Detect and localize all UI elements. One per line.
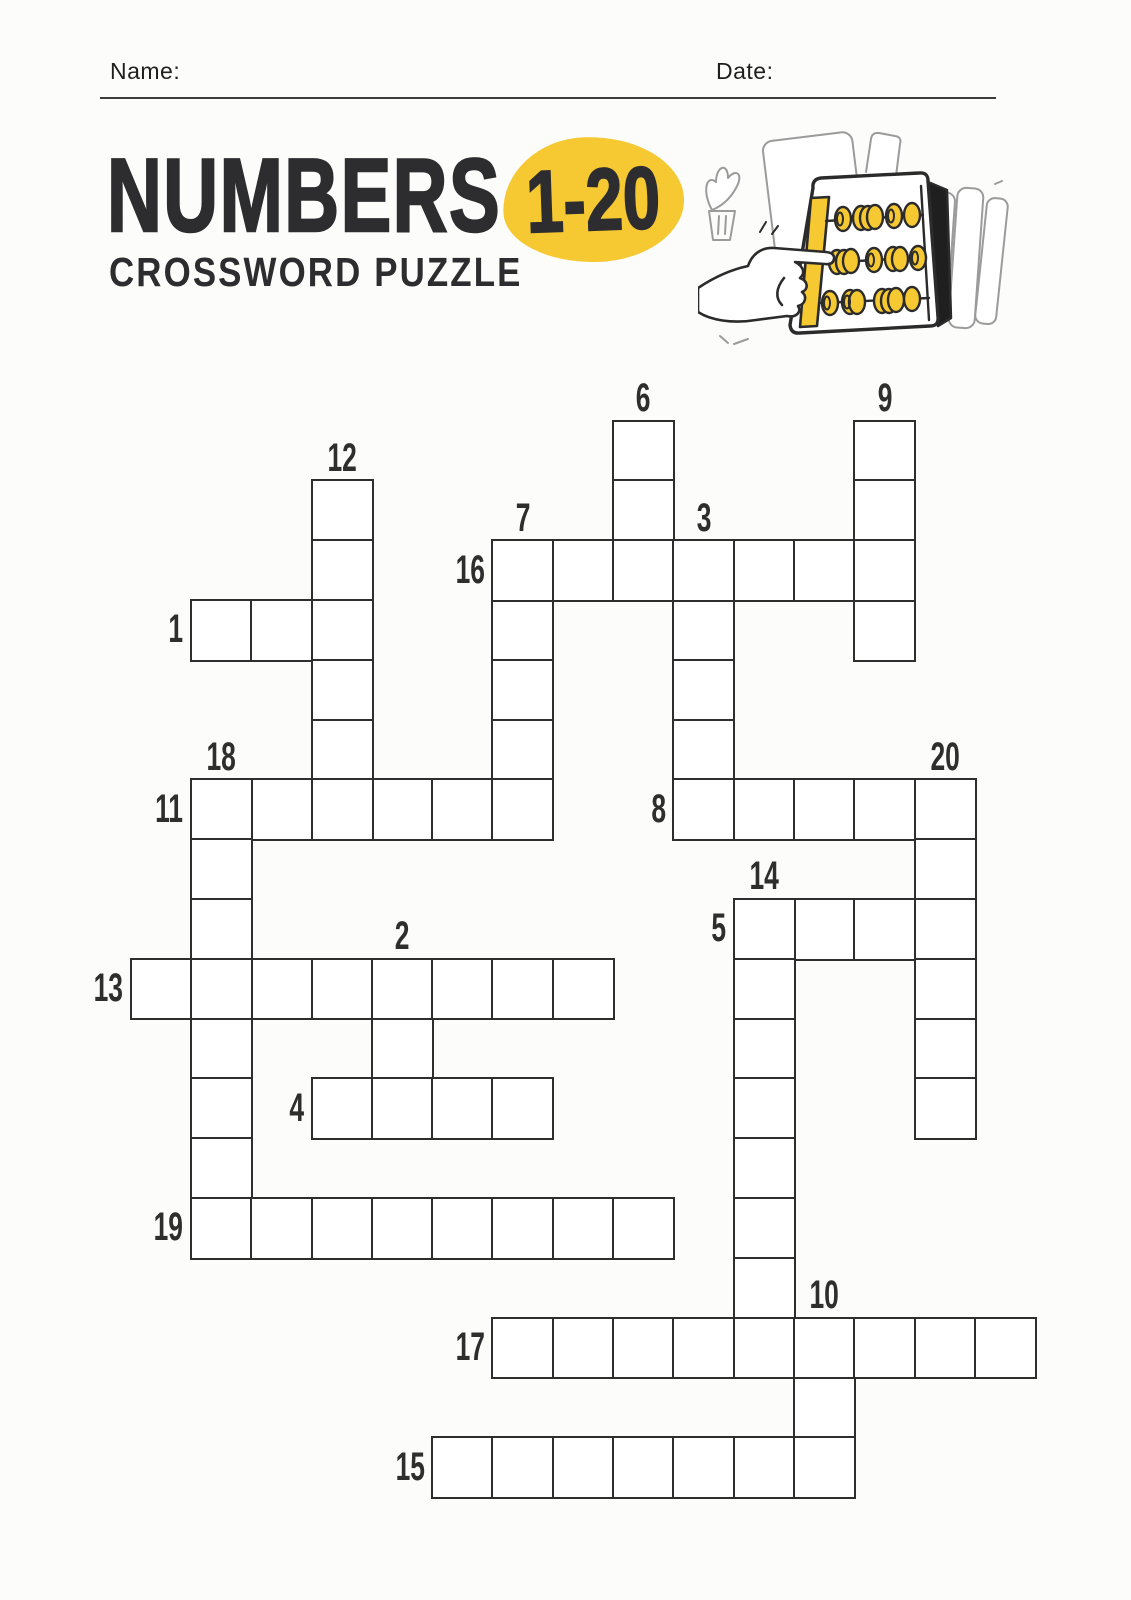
grid-cell[interactable]	[914, 958, 977, 1021]
clue-number-19: 19	[153, 1205, 184, 1250]
grid-cell[interactable]	[672, 1436, 735, 1499]
clue-number-5: 5	[711, 906, 726, 951]
grid-cell[interactable]	[491, 1317, 554, 1380]
clue-number-2: 2	[394, 914, 410, 959]
grid-cell[interactable]	[974, 1317, 1037, 1380]
page-subtitle: CROSSWORD PUZZLE	[109, 249, 523, 295]
clue-number-10: 10	[809, 1273, 840, 1317]
grid-cell[interactable]	[552, 1197, 615, 1260]
grid-cell[interactable]	[853, 1317, 916, 1380]
grid-cell[interactable]	[250, 1197, 313, 1260]
grid-cell[interactable]	[190, 599, 253, 662]
grid-cell[interactable]	[190, 898, 253, 961]
grid-cell[interactable]	[250, 778, 313, 841]
grid-cell[interactable]	[190, 1197, 253, 1260]
grid-cell[interactable]	[733, 1018, 796, 1081]
grid-cell[interactable]	[914, 898, 977, 961]
grid-cell[interactable]	[190, 958, 253, 1021]
grid-cell[interactable]	[552, 1317, 615, 1380]
title-badge-text: 1-20	[524, 147, 663, 251]
grid-cell[interactable]	[491, 659, 554, 722]
clue-number-9: 9	[877, 376, 893, 420]
grid-cell[interactable]	[914, 1018, 977, 1081]
grid-cell[interactable]	[311, 539, 374, 602]
grid-cell[interactable]	[130, 958, 193, 1021]
clue-number-11: 11	[155, 786, 184, 831]
clue-number-7: 7	[515, 495, 531, 540]
grid-cell[interactable]	[733, 1077, 796, 1140]
grid-cell[interactable]	[793, 1376, 856, 1439]
grid-cell[interactable]	[371, 1197, 434, 1260]
grid-cell[interactable]	[491, 778, 554, 841]
grid-cell[interactable]	[914, 1317, 977, 1380]
grid-cell[interactable]	[672, 599, 735, 662]
grid-cell[interactable]	[612, 1197, 675, 1260]
grid-cell[interactable]	[250, 599, 313, 662]
grid-cell[interactable]	[672, 1317, 735, 1380]
grid-cell[interactable]	[491, 599, 554, 662]
grid-cell[interactable]	[612, 420, 675, 483]
grid-cell[interactable]	[793, 539, 856, 602]
grid-cell[interactable]	[431, 1197, 494, 1260]
grid-cell[interactable]	[190, 1077, 253, 1140]
clue-number-20: 20	[930, 734, 960, 779]
grid-cell[interactable]	[853, 778, 916, 841]
name-label: Name:	[110, 58, 181, 84]
clue-number-17: 17	[455, 1325, 485, 1369]
grid-cell[interactable]	[733, 1317, 796, 1380]
grid-cell[interactable]	[491, 719, 554, 782]
grid-cell[interactable]	[311, 1077, 374, 1140]
grid-cell[interactable]	[733, 778, 796, 841]
grid-cell[interactable]	[371, 778, 434, 841]
grid-cell[interactable]	[311, 1197, 374, 1260]
grid-cell[interactable]	[552, 958, 615, 1021]
grid-cell[interactable]	[250, 958, 313, 1021]
grid-cell[interactable]	[190, 838, 253, 901]
grid-cell[interactable]	[672, 719, 735, 782]
grid-cell[interactable]	[853, 479, 916, 542]
clue-number-8: 8	[651, 786, 666, 831]
grid-cell[interactable]	[733, 1257, 796, 1320]
grid-cell[interactable]	[612, 479, 675, 542]
grid-cell[interactable]	[733, 1436, 796, 1499]
grid-cell[interactable]	[612, 1436, 675, 1499]
clue-number-3: 3	[696, 495, 712, 540]
grid-cell[interactable]	[491, 539, 554, 602]
grid-cell[interactable]	[914, 838, 977, 901]
clue-number-15: 15	[395, 1444, 425, 1489]
grid-cell[interactable]	[491, 1197, 554, 1260]
date-label: Date:	[716, 58, 774, 84]
grid-cell[interactable]	[853, 539, 916, 602]
grid-cell[interactable]	[672, 778, 735, 841]
page-title: NUMBERS	[107, 138, 502, 254]
grid-cell[interactable]	[311, 599, 374, 662]
grid-cell[interactable]	[190, 778, 253, 841]
grid-cell[interactable]	[914, 778, 977, 841]
clue-number-6: 6	[636, 376, 651, 420]
grid-cell[interactable]	[612, 1317, 675, 1380]
grid-cell[interactable]	[733, 539, 796, 602]
grid-cell[interactable]	[431, 958, 494, 1021]
grid-cell[interactable]	[371, 1018, 434, 1081]
clue-number-18: 18	[206, 734, 237, 779]
grid-cell[interactable]	[612, 539, 675, 602]
grid-cell[interactable]	[672, 659, 735, 722]
grid-cell[interactable]	[311, 719, 374, 782]
grid-cell[interactable]	[733, 1197, 796, 1260]
grid-cell[interactable]	[552, 539, 615, 602]
clue-number-12: 12	[327, 435, 357, 480]
clue-number-1: 1	[168, 607, 184, 652]
clue-number-16: 16	[455, 547, 485, 592]
grid-cell[interactable]	[733, 898, 796, 961]
clue-number-4: 4	[289, 1085, 304, 1130]
grid-cell[interactable]	[672, 539, 735, 602]
grid-cell[interactable]	[190, 1018, 253, 1081]
clue-number-14: 14	[749, 854, 779, 899]
grid-cell[interactable]	[733, 958, 796, 1021]
grid-cell[interactable]	[853, 898, 916, 961]
grid-cell[interactable]	[371, 1077, 434, 1140]
grid-cell[interactable]	[371, 958, 434, 1021]
grid-cell[interactable]	[914, 1077, 977, 1140]
grid-cell[interactable]	[311, 479, 374, 542]
grid-cell[interactable]	[311, 958, 374, 1021]
grid-cell[interactable]	[491, 1436, 554, 1499]
grid-cell[interactable]	[311, 778, 374, 841]
grid-cell[interactable]	[431, 778, 494, 841]
grid-cell[interactable]	[431, 1077, 494, 1140]
grid-cell[interactable]	[431, 1436, 494, 1499]
grid-cell[interactable]	[311, 659, 374, 722]
grid-cell[interactable]	[793, 898, 856, 961]
grid-cell[interactable]	[190, 1137, 253, 1200]
grid-cell[interactable]	[491, 958, 554, 1021]
grid-cell[interactable]	[733, 1137, 796, 1200]
grid-cell[interactable]	[552, 1436, 615, 1499]
grid-cell[interactable]	[491, 1077, 554, 1140]
grid-cell[interactable]	[793, 778, 856, 841]
grid-cell[interactable]	[853, 599, 916, 662]
grid-cell[interactable]	[793, 1436, 856, 1499]
grid-cell[interactable]	[793, 1317, 856, 1380]
grid-cell[interactable]	[853, 420, 916, 483]
clue-number-13: 13	[93, 966, 123, 1011]
